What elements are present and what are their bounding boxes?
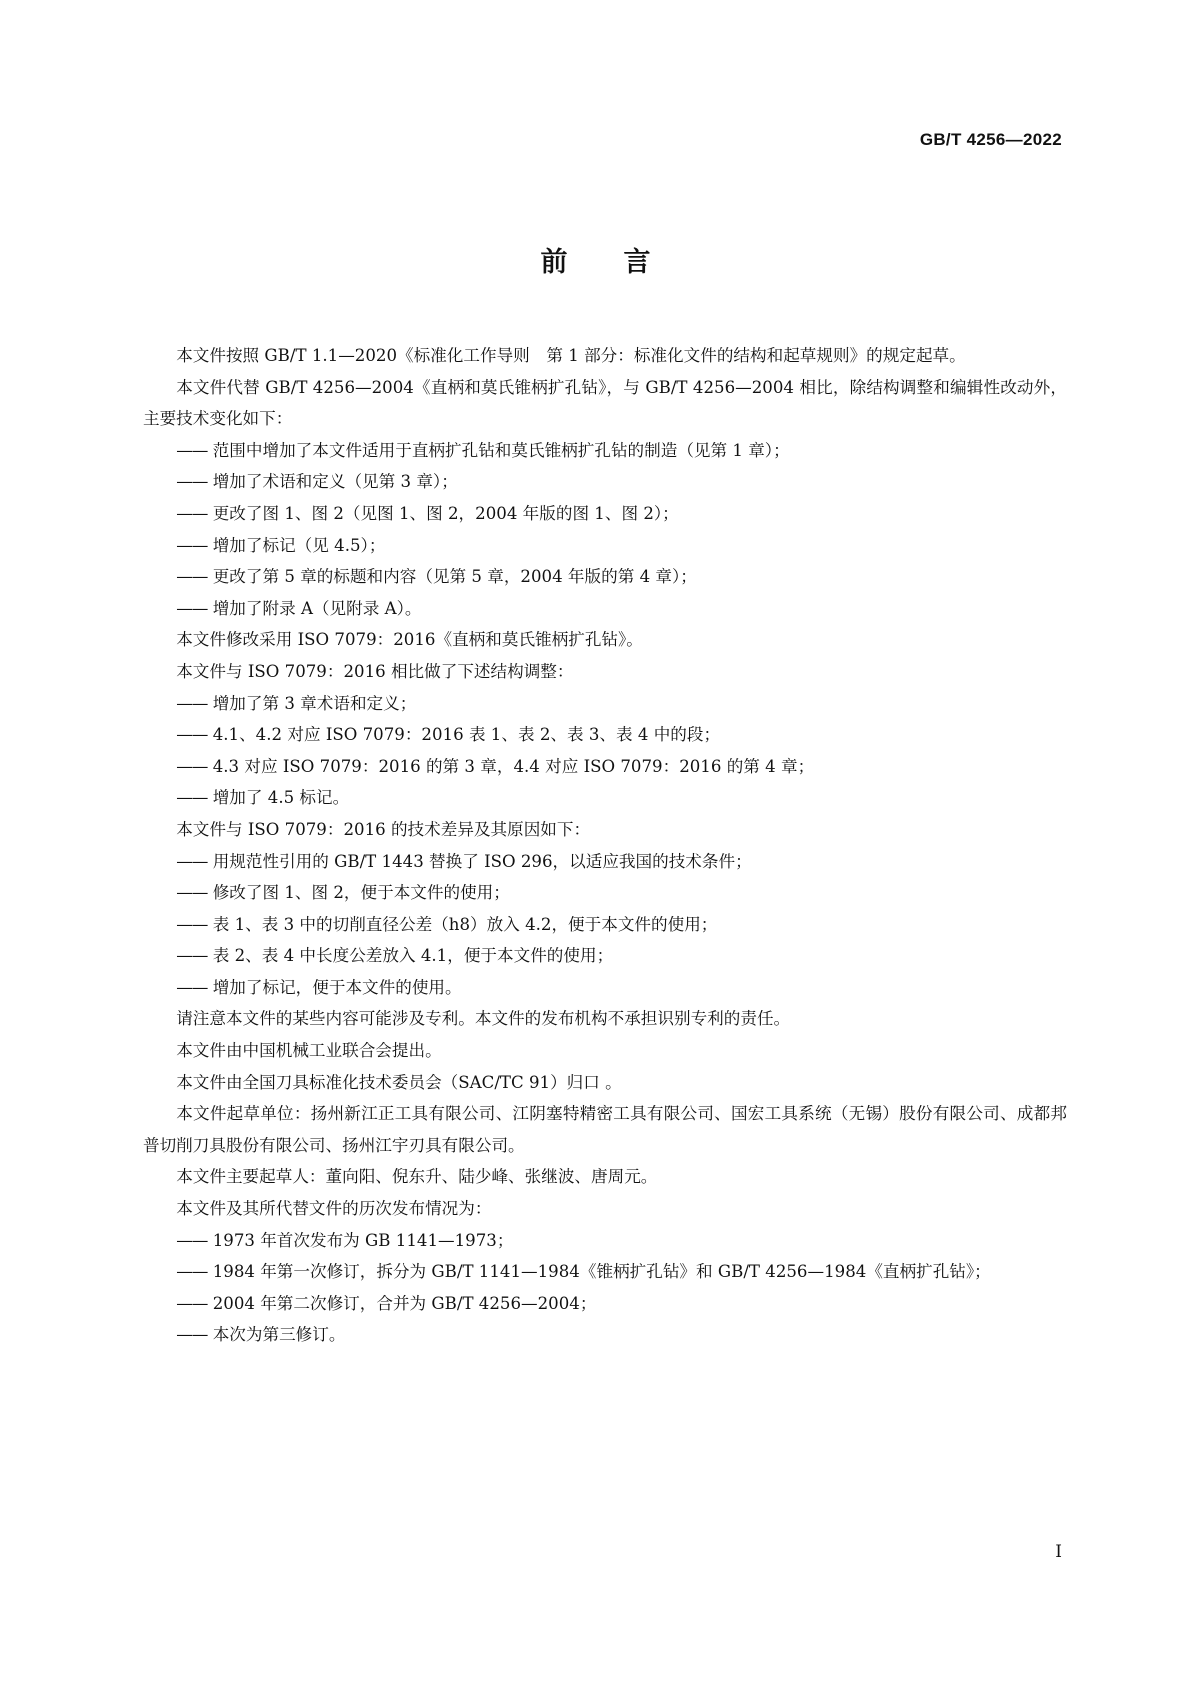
document-code: GB/T 4256—2022 <box>919 130 1062 149</box>
list-item <box>143 466 1067 498</box>
list-item-text: 更改了图 1、图 2（见图 1、图 2，2004 年版的图 1、图 2）； <box>212 503 679 523</box>
foreword-body <box>143 340 1067 1351</box>
list-item <box>143 561 1067 593</box>
list-item <box>143 435 1067 467</box>
list-item <box>143 972 1067 1004</box>
list-dash: —— <box>176 1230 208 1250</box>
list-item <box>143 530 1067 562</box>
list-item <box>143 1256 1067 1288</box>
paragraph: 本文件代替 GB/T 4256—2004《直柄和莫氏锥柄扩孔钻》，与 GB/T 4256—2004 相比，除结构调整和编辑性改动外，主要技术变化如下： <box>143 377 1067 429</box>
list-dash: —— <box>176 693 208 713</box>
list-dash: —— <box>176 440 208 460</box>
list-item-text: 修改了图 1、图 2，便于本文件的使用； <box>212 883 510 903</box>
page-number: I <box>1055 1542 1062 1562</box>
list-item <box>143 940 1067 972</box>
list-item-text: 增加了标记（见 4.5）； <box>212 535 386 555</box>
list-dash: —— <box>176 1293 208 1313</box>
list-item-text: 1973 年首次发布为 GB 1141—1973； <box>212 1230 514 1250</box>
list-item-text: 表 2、表 4 中长度公差放入 4.1，便于本文件的使用； <box>212 946 614 966</box>
list-item-text: 更改了第 5 章的标题和内容（见第 5 章，2004 年版的第 4 章）； <box>212 567 697 587</box>
list-item <box>143 909 1067 941</box>
list-item-text: 增加了术语和定义（见第 3 章）； <box>212 472 458 492</box>
list-dash: —— <box>176 977 208 997</box>
list-item-text: 增加了附录 A（见附录 A）。 <box>212 598 422 618</box>
list-dash: —— <box>176 503 208 523</box>
list-item-text: 增加了第 3 章术语和定义； <box>212 693 417 713</box>
paragraph: 本文件与 ISO 7079：2016 的技术差异及其原因如下： <box>176 819 591 839</box>
list-item-text: 增加了标记，便于本文件的使用。 <box>212 977 462 997</box>
list-dash: —— <box>176 472 208 492</box>
paragraph: 本文件修改采用 ISO 7079：2016《直柄和莫氏锥柄扩孔钻》。 <box>176 630 643 650</box>
list-item <box>143 782 1067 814</box>
list-dash: —— <box>176 535 208 555</box>
list-item <box>143 1225 1067 1257</box>
list-dash: —— <box>176 756 208 776</box>
list-dash: —— <box>176 914 208 934</box>
paragraph: 本文件及其所代替文件的历次发布情况为： <box>176 1199 492 1219</box>
list-item <box>143 877 1067 909</box>
list-dash: —— <box>176 1325 208 1345</box>
paragraph: 本文件与 ISO 7079：2016 相比做了下述结构调整： <box>176 661 574 681</box>
list-dash: —— <box>176 883 208 903</box>
paragraph: 本文件由中国机械工业联合会提出。 <box>176 1041 442 1061</box>
list-item-text: 本次为第三修订。 <box>212 1325 346 1345</box>
list-item-text: 表 1、表 3 中的切削直径公差（h8）放入 4.2，便于本文件的使用； <box>212 914 718 934</box>
paragraph: 本文件起草单位：扬州新江正工具有限公司、江阴塞特精密工具有限公司、国宏工具系统（无锡）股份有限公司、成都邦普切削刀具股份有限公司、扬州江宇刃具有限公司。 <box>143 1104 1067 1155</box>
list-item <box>143 1288 1067 1320</box>
list-item-text: 4.1、4.2 对应 ISO 7079：2016 表 1、表 2、表 3、表 4 中的段； <box>212 725 721 745</box>
paragraph: 请注意本文件的某些内容可能涉及专利。本文件的发布机构不承担识别专利的责任。 <box>176 1009 791 1029</box>
paragraph: 本文件主要起草人：董向阳、倪东升、陆少峰、张继波、唐周元。 <box>176 1167 658 1187</box>
list-item-text: 增加了 4.5 标记。 <box>212 788 350 808</box>
list-item-text: 用规范性引用的 GB/T 1443 替换了 ISO 296，以适应我国的技术条件； <box>212 851 752 871</box>
list-item <box>143 1319 1067 1351</box>
page-title: 前言 <box>540 247 707 278</box>
list-item-text: 4.3 对应 ISO 7079：2016 的第 3 章，4.4 对应 ISO 7079：2016 的第 4 章； <box>212 756 815 776</box>
list-item-text: 范围中增加了本文件适用于直柄扩孔钻和莫氏锥柄扩孔钻的制造（见第 1 章）； <box>212 440 790 460</box>
list-dash: —— <box>176 851 208 871</box>
list-item <box>143 498 1067 530</box>
list-item-text: 1984 年第一次修订，拆分为 GB/T 1141—1984《锥柄扩孔钻》和 GB/T 4256—1984《直柄扩孔钻》； <box>212 1262 991 1282</box>
list-item <box>143 719 1067 751</box>
list-item-text: 2004 年第二次修订，合并为 GB/T 4256—2004； <box>212 1293 597 1313</box>
list-item <box>143 846 1067 878</box>
list-dash: —— <box>176 1262 208 1282</box>
list-dash: —— <box>176 567 208 587</box>
list-item <box>143 593 1067 625</box>
list-dash: —— <box>176 788 208 808</box>
list-dash: —— <box>176 725 208 745</box>
paragraph: 本文件按照 GB/T 1.1—2020《标准化工作导则 第 1 部分：标准化文件的结构和起草规则》的规定起草。 <box>176 346 966 365</box>
list-dash: —— <box>176 946 208 966</box>
list-item <box>143 751 1067 783</box>
paragraph: 本文件由全国刀具标准化技术委员会（SAC/TC 91）归口 。 <box>176 1072 622 1092</box>
list-dash: —— <box>176 598 208 618</box>
list-item <box>143 688 1067 720</box>
